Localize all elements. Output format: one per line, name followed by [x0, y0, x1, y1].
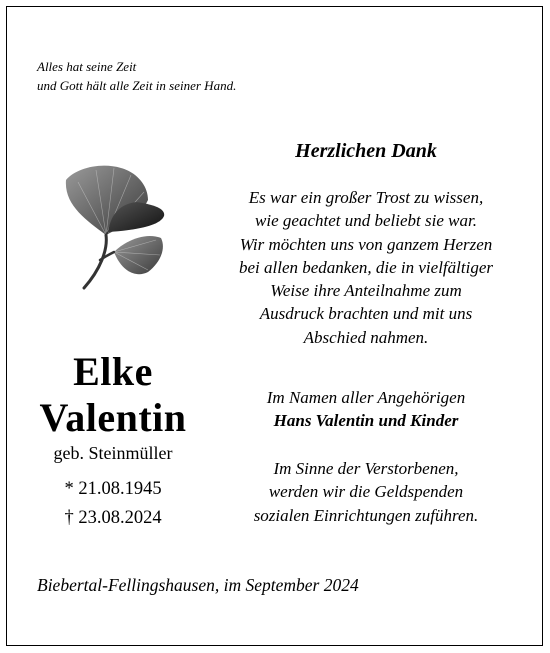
donation-line: sozialen Einrichtungen zuführen. [253, 505, 479, 525]
deceased-first-name: Elke [73, 349, 153, 394]
motto-line-2: und Gott hält alle Zeit in seiner Hand. [37, 78, 237, 93]
death-date: † 23.08.2024 [64, 508, 162, 528]
birth-date: * 21.08.1945 [64, 479, 162, 499]
family-names: Hans Valentin und Kinder [273, 411, 459, 431]
thanks-line: Wir möchten uns von ganzem Herzen [239, 234, 493, 254]
motto-line-1: Alles hat seine Zeit [37, 59, 137, 74]
place-and-date: Biebertal-Fellingshausen, im September 2024 [37, 575, 359, 595]
thanks-heading: Herzlichen Dank [295, 140, 437, 162]
thanks-line: Abschied nahmen. [303, 327, 429, 347]
deceased-last-name: Valentin [39, 395, 187, 440]
thanks-line: Weise ihre Anteilnahme zum [270, 281, 462, 301]
thanks-line: Es war ein großer Trost zu wissen, [248, 188, 484, 207]
thanks-line: Ausdruck brachten und mit uns [259, 304, 473, 324]
family-intro: Im Namen aller Angehörigen [266, 388, 466, 407]
donation-line: werden wir die Geldspenden [268, 482, 464, 502]
ginkgo-leaf-icon [56, 160, 186, 300]
thanks-line: bei allen bedanken, die in vielfältiger [239, 257, 493, 277]
family-signature [210, 386, 522, 433]
donation-line: Im Sinne der Verstorbenen, [273, 459, 459, 478]
deceased-birth-name: geb. Steinmüller [53, 443, 173, 463]
motto [37, 57, 236, 95]
donation-note [210, 457, 522, 527]
thanks-line: wie geachtet und beliebt sie war. [255, 211, 477, 231]
thanks-text [210, 186, 522, 349]
